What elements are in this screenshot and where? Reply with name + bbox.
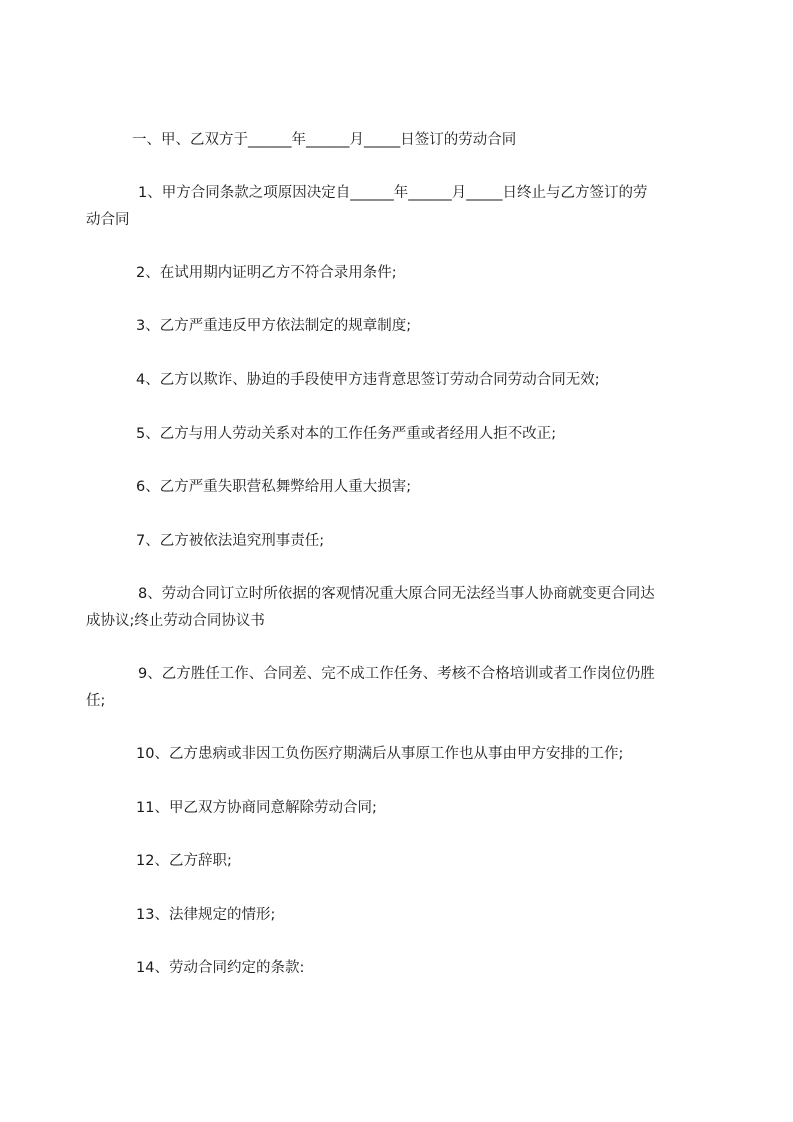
- clause-1: [86, 180, 706, 234]
- clause-13: 13、法律规定的情形;: [136, 907, 276, 923]
- clause-4: 4、乙方以欺诈、胁迫的手段使甲方违背意思签订劳动合同劳动合同无效;: [136, 372, 600, 388]
- clause-6: 6、乙方严重失职营私舞弊给用人重大损害;: [136, 479, 412, 495]
- clause-12: 12、乙方辞职;: [136, 853, 232, 869]
- clause-5: 5、乙方与用人劳动关系对本的工作任务严重或者经用人拒不改正;: [136, 426, 557, 442]
- clause-10: 10、乙方患病或非因工负伤医疗期满后从事原工作也从事由甲方安排的工作;: [136, 746, 624, 762]
- clause-3: 3、乙方严重违反甲方依法制定的规章制度;: [136, 318, 412, 334]
- clause-11: 11、甲乙双方协商同意解除劳动合同;: [136, 800, 377, 816]
- clause-8-line-1: 8、劳动合同订立时所依据的客观情况重大原合同无法经当事人协商就变更合同达: [138, 586, 655, 602]
- clause-14: 14、劳动合同约定的条款:: [136, 960, 305, 976]
- clause-7: 7、乙方被依法追究刑事责任;: [136, 533, 325, 549]
- clause-9: [86, 661, 706, 715]
- clause-2: 2、在试用期内证明乙方不符合录用条件;: [136, 265, 397, 281]
- clause-9-line-2: 任;: [86, 693, 106, 709]
- heading-paragraph: 一、甲、乙双方于______年______月_____日签订的劳动合同: [132, 132, 517, 148]
- clause-1-line-2: 动合同: [86, 212, 130, 228]
- clause-1-line-1: 1、甲方合同条款之项原因决定自______年______月_____日终止与乙方签订的劳: [138, 185, 648, 201]
- clause-8: [86, 581, 706, 635]
- clause-8-line-2: 成协议;终止劳动合同协议书: [86, 613, 265, 629]
- clause-9-line-1: 9、乙方胜任工作、合同差、完不成工作任务、考核不合格培训或者工作岗位仍胜: [138, 666, 655, 682]
